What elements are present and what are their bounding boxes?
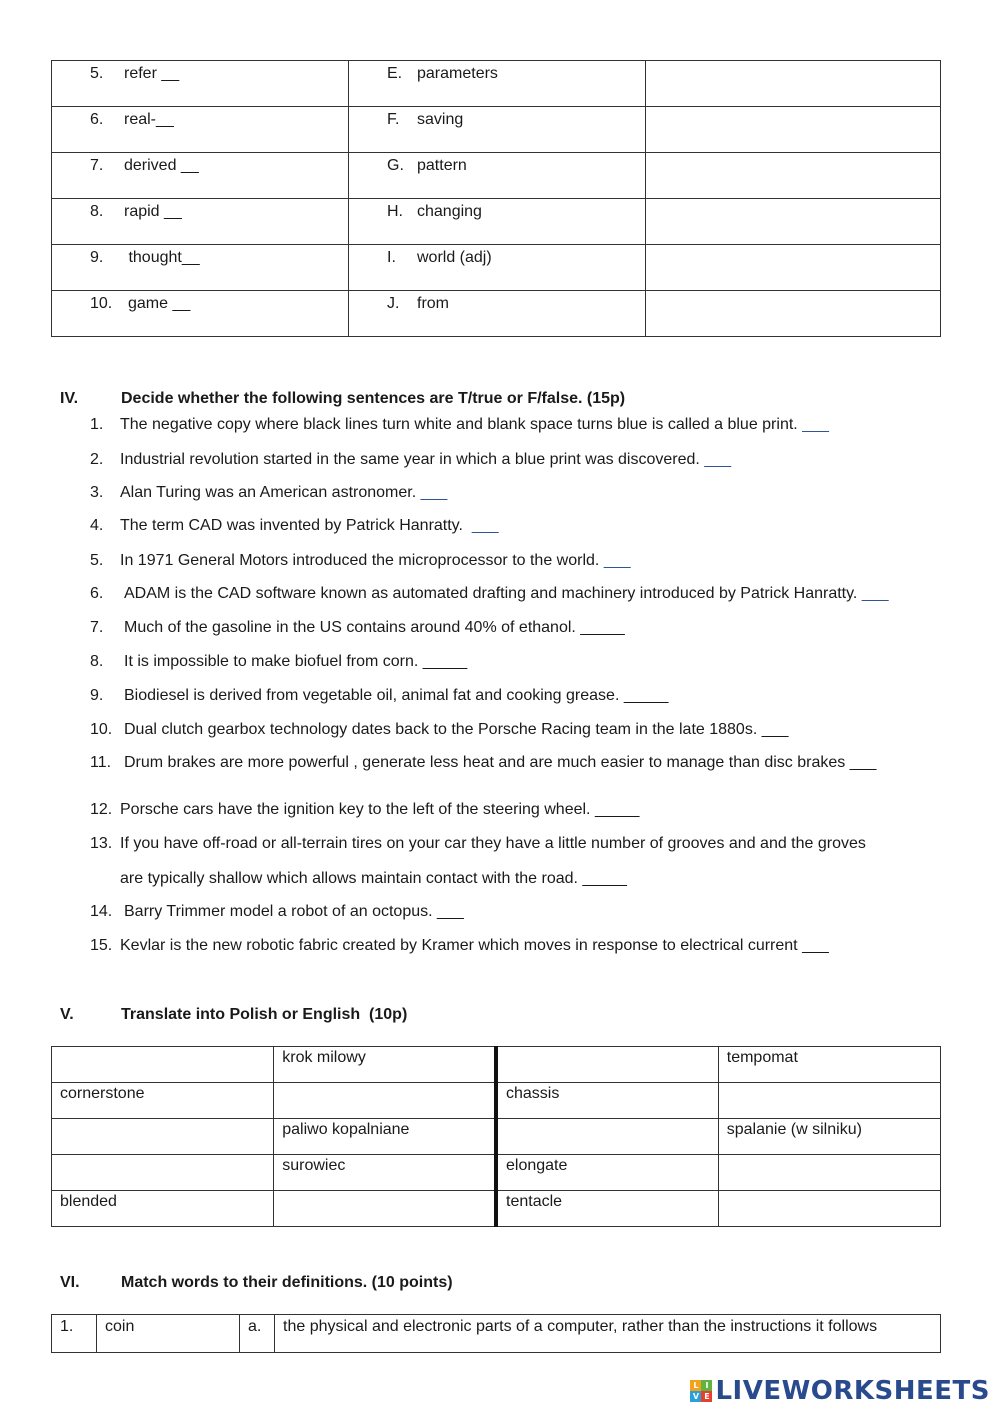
liveworksheets-logo bbox=[690, 1376, 990, 1406]
option-cell bbox=[349, 61, 646, 107]
translation-cell[interactable]: paliwo kopalniane bbox=[274, 1119, 496, 1155]
sentence-text: Kevlar is the new robotic fabric created by Kramer which moves in response to electrical current bbox=[120, 937, 798, 954]
term-cell bbox=[52, 153, 349, 199]
definition-cell: the physical and electronic parts of a computer, rather than the instructions it follows bbox=[275, 1315, 941, 1353]
sentence-text: The negative copy where black lines turn white and blank space turns blue is called a blue print. bbox=[120, 416, 798, 433]
sentence-item bbox=[90, 721, 788, 739]
answer-cell[interactable] bbox=[646, 61, 941, 107]
table-row bbox=[52, 1155, 941, 1191]
answer-blank[interactable]: ___ bbox=[761, 721, 789, 738]
option-letter: I. bbox=[387, 249, 396, 266]
translation-cell[interactable] bbox=[718, 1083, 940, 1119]
definition-letter: a. bbox=[240, 1315, 275, 1353]
translation-cell[interactable]: krok milowy bbox=[274, 1047, 496, 1083]
logo-mark-letter: E bbox=[701, 1391, 712, 1402]
sentence-item bbox=[90, 451, 731, 469]
option-text: from bbox=[417, 295, 449, 312]
answer-blank[interactable]: _____ bbox=[580, 619, 625, 636]
translation-cell[interactable]: blended bbox=[52, 1191, 274, 1227]
term-cell bbox=[52, 199, 349, 245]
translation-cell[interactable] bbox=[52, 1155, 274, 1191]
translation-cell[interactable]: tempomat bbox=[718, 1047, 940, 1083]
answer-cell[interactable] bbox=[646, 245, 941, 291]
term-text: real-__ bbox=[124, 111, 174, 128]
option-cell bbox=[349, 107, 646, 153]
term-text: game __ bbox=[128, 295, 191, 312]
term-text: refer __ bbox=[124, 65, 180, 82]
answer-blank[interactable]: ___ bbox=[603, 552, 631, 569]
sentence-number: 6. bbox=[90, 585, 104, 602]
term-number: 9. bbox=[90, 249, 104, 266]
matching-table bbox=[51, 60, 941, 337]
option-letter: F. bbox=[387, 111, 400, 128]
translation-cell[interactable]: spalanie (w silniku) bbox=[718, 1119, 940, 1155]
sentence-item bbox=[90, 835, 866, 853]
section-v-title: Translate into Polish or English (10p) bbox=[121, 1006, 408, 1023]
sentence-number: 12. bbox=[90, 801, 113, 818]
term-cell bbox=[52, 61, 349, 107]
term-number: 7. bbox=[90, 157, 104, 174]
term-cell bbox=[52, 245, 349, 291]
sentence-continuation bbox=[120, 870, 627, 888]
sentence-number: 13. bbox=[90, 835, 113, 852]
logo-mark-icon bbox=[690, 1380, 712, 1402]
sentence-number: 15. bbox=[90, 937, 113, 954]
term-text: rapid __ bbox=[124, 203, 182, 220]
table-row bbox=[52, 1119, 941, 1155]
term-cell bbox=[52, 291, 349, 337]
table-row bbox=[52, 291, 941, 337]
word-cell: coin bbox=[97, 1315, 240, 1353]
translation-cell[interactable] bbox=[496, 1047, 718, 1083]
answer-cell[interactable] bbox=[646, 107, 941, 153]
table-row bbox=[52, 1315, 941, 1353]
word-number: 1. bbox=[52, 1315, 97, 1353]
answer-blank[interactable]: _____ bbox=[582, 870, 627, 887]
sentence-number: 4. bbox=[90, 517, 104, 534]
answer-blank[interactable]: ___ bbox=[471, 517, 499, 534]
answer-cell[interactable] bbox=[646, 153, 941, 199]
table-row bbox=[52, 199, 941, 245]
definitions-table bbox=[51, 1314, 941, 1353]
option-text: world (adj) bbox=[417, 249, 492, 266]
sentence-text: Dual clutch gearbox technology dates back to the Porsche Racing team in the late 1880s. bbox=[124, 721, 758, 738]
term-number: 8. bbox=[90, 203, 104, 220]
section-vi-title: Match words to their definitions. (10 points) bbox=[121, 1274, 453, 1291]
translation-cell[interactable]: tentacle bbox=[496, 1191, 718, 1227]
sentence-number: 2. bbox=[90, 451, 104, 468]
answer-blank[interactable]: _____ bbox=[623, 687, 669, 704]
option-letter: E. bbox=[387, 65, 403, 82]
term-number: 10. bbox=[90, 295, 113, 312]
section-vi-number: VI. bbox=[60, 1274, 80, 1291]
translation-cell[interactable] bbox=[718, 1191, 940, 1227]
translation-cell[interactable]: chassis bbox=[496, 1083, 718, 1119]
sentence-item bbox=[90, 517, 499, 535]
translation-cell[interactable] bbox=[52, 1047, 274, 1083]
sentence-item bbox=[90, 687, 668, 705]
sentence-text: Alan Turing was an American astronomer. bbox=[120, 484, 417, 501]
term-text: thought__ bbox=[124, 249, 200, 266]
answer-cell[interactable] bbox=[646, 291, 941, 337]
answer-blank[interactable]: _____ bbox=[594, 801, 640, 818]
option-cell bbox=[349, 291, 646, 337]
sentence-item bbox=[90, 801, 639, 819]
sentence-item bbox=[90, 585, 889, 603]
sentence-text: are typically shallow which allows maintain contact with the road. bbox=[120, 870, 578, 887]
sentence-text: Industrial revolution started in the same year in which a blue print was discovered. bbox=[120, 451, 700, 468]
option-text: pattern bbox=[417, 157, 467, 174]
sentence-text: Much of the gasoline in the US contains around 40% of ethanol. bbox=[124, 619, 576, 636]
section-v-number: V. bbox=[60, 1006, 74, 1023]
sentence-text: Drum brakes are more powerful , generate less heat and are much easier to manage than disc brakes bbox=[124, 754, 846, 771]
sentence-number: 9. bbox=[90, 687, 104, 704]
translation-cell[interactable]: elongate bbox=[496, 1155, 718, 1191]
option-cell bbox=[349, 199, 646, 245]
translation-table bbox=[51, 1046, 941, 1227]
sentence-item bbox=[90, 653, 467, 671]
option-cell bbox=[349, 153, 646, 199]
answer-blank[interactable]: ___ bbox=[861, 585, 889, 602]
sentence-number: 14. bbox=[90, 903, 113, 920]
answer-blank[interactable]: ___ bbox=[704, 451, 732, 468]
table-row bbox=[52, 1191, 941, 1227]
section-iv-number: IV. bbox=[60, 390, 79, 407]
sentence-item bbox=[90, 754, 876, 772]
sentence-text: It is impossible to make biofuel from corn. bbox=[124, 653, 419, 670]
sentence-text: Biodiesel is derived from vegetable oil, animal fat and cooking grease. bbox=[124, 687, 620, 704]
sentence-item bbox=[90, 619, 625, 637]
sentence-number: 10. bbox=[90, 721, 113, 738]
sentence-text: The term CAD was invented by Patrick Hanratty. bbox=[120, 517, 463, 534]
option-text: parameters bbox=[417, 65, 498, 82]
table-row bbox=[52, 107, 941, 153]
term-text: derived __ bbox=[124, 157, 199, 174]
sentence-number: 11. bbox=[90, 754, 112, 771]
sentence-item bbox=[90, 416, 829, 434]
translation-cell[interactable] bbox=[52, 1119, 274, 1155]
sentence-text: Barry Trimmer model a robot of an octopus. bbox=[124, 903, 433, 920]
sentence-number: 5. bbox=[90, 552, 104, 569]
answer-blank[interactable]: ___ bbox=[802, 937, 829, 954]
translation-cell[interactable] bbox=[274, 1191, 496, 1227]
logo-mark-letter: I bbox=[701, 1380, 712, 1391]
table-row bbox=[52, 245, 941, 291]
translation-cell[interactable] bbox=[274, 1083, 496, 1119]
sentence-item bbox=[90, 552, 631, 570]
section-iv-title: Decide whether the following sentences are T/true or F/false. (15p) bbox=[121, 390, 626, 407]
logo-mark-letter: L bbox=[690, 1380, 701, 1391]
sentence-item bbox=[90, 937, 829, 955]
sentence-item bbox=[90, 903, 464, 921]
translation-cell[interactable]: cornerstone bbox=[52, 1083, 274, 1119]
table-row bbox=[52, 1047, 941, 1083]
option-letter: H. bbox=[387, 203, 403, 220]
sentence-number: 3. bbox=[90, 484, 104, 501]
option-text: saving bbox=[417, 111, 464, 128]
translation-cell[interactable]: surowiec bbox=[274, 1155, 496, 1191]
answer-blank[interactable]: ___ bbox=[849, 754, 877, 771]
option-letter: G. bbox=[387, 157, 404, 174]
sentence-text: ADAM is the CAD software known as automated drafting and machinery introduced by Patrick Hanratty. bbox=[124, 585, 858, 602]
logo-mark-letter: V bbox=[690, 1391, 701, 1402]
term-cell bbox=[52, 107, 349, 153]
sentence-text: In 1971 General Motors introduced the microprocessor to the world. bbox=[120, 552, 600, 569]
sentence-text: If you have off-road or all-terrain tires on your car they have a little number of grooves and and the groves bbox=[120, 835, 866, 852]
answer-blank[interactable]: ___ bbox=[437, 903, 464, 920]
option-cell bbox=[349, 245, 646, 291]
term-number: 6. bbox=[90, 111, 104, 128]
answer-blank[interactable]: _____ bbox=[422, 653, 468, 670]
sentence-number: 1. bbox=[90, 416, 104, 433]
logo-text: LIVEWORKSHEETS bbox=[715, 1376, 990, 1406]
sentence-number: 8. bbox=[90, 653, 104, 670]
table-row bbox=[52, 61, 941, 107]
sentence-item bbox=[90, 484, 447, 502]
answer-blank[interactable]: ___ bbox=[802, 416, 829, 433]
table-row bbox=[52, 1083, 941, 1119]
answer-cell[interactable] bbox=[646, 199, 941, 245]
sentence-text: Porsche cars have the ignition key to the left of the steering wheel. bbox=[120, 801, 591, 818]
translation-cell[interactable] bbox=[718, 1155, 940, 1191]
option-letter: J. bbox=[387, 295, 400, 312]
translation-cell[interactable] bbox=[496, 1119, 718, 1155]
term-number: 5. bbox=[90, 65, 104, 82]
option-text: changing bbox=[417, 203, 482, 220]
table-row bbox=[52, 153, 941, 199]
sentence-number: 7. bbox=[90, 619, 104, 636]
answer-blank[interactable]: ___ bbox=[420, 484, 448, 501]
